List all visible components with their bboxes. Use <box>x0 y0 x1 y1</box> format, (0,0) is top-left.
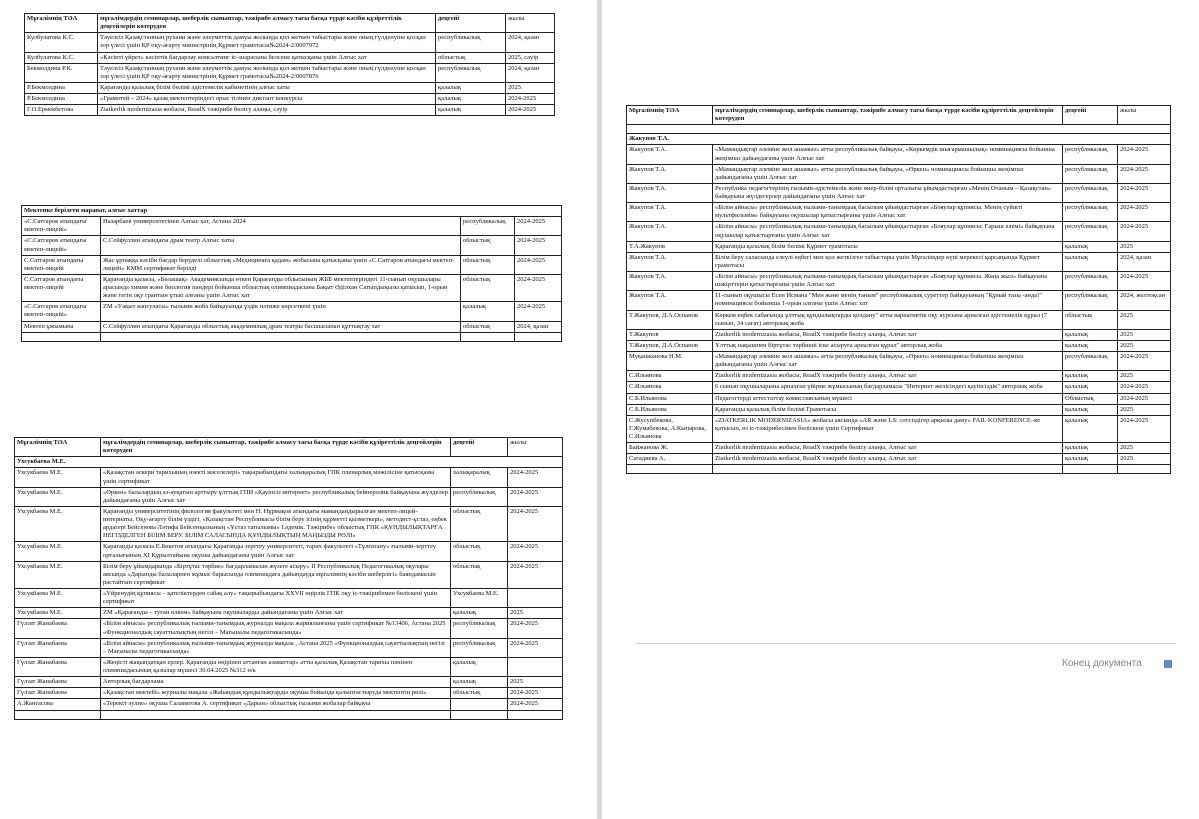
table-row <box>627 382 1171 393</box>
cell-name: Мектеп ұжымына <box>22 321 101 332</box>
table-row <box>15 468 563 487</box>
cell-activity: 11-сынып оқушысы Есен Исмана "Мен және менің таным" республикалық суреттер байқауының "Құмай тазы -анда!" номинациясы бойынша 1-орын алғаны үшін Алғыс хат <box>713 291 1063 310</box>
school-awards-table <box>21 205 562 342</box>
cell-year: 2025 <box>1118 329 1171 340</box>
col-header-activity: мұғалімдердің семинарлар, шеберлік сыныптар, тәжірибе алмасу тағы басқа түрде кәсіби құзіреттілік деңгейлерін көтеруден <box>101 438 451 457</box>
cell-year: 2024-2025 <box>515 217 562 236</box>
empty-cell <box>451 710 508 719</box>
cell-activity: «Мамандықтар әлеміне жол ашамыз» атты республикалық байқауы, «Көркемдік шығармашылық» номинациясы бойынша жеңімпаз дайындағаны үшін Алғыс хат <box>713 145 1063 164</box>
table-row <box>627 443 1171 454</box>
cell-activity: 6 сынып оқушыларына арналған үйірме жұмысының бағдарламасы "Интернет желісіндегі қауіпсіздік" авторлық жоба <box>713 382 1063 393</box>
table-row <box>15 487 563 506</box>
table-row <box>627 329 1171 340</box>
col-header-activity: мұғалімдердің семинарлар, шеберлік сыныптар, тәжірибе алмасу тағы басқа түрде кәсіби құзіреттілік деңгейлерін көтеруден <box>713 106 1063 125</box>
cell-level: республикалық <box>451 619 508 638</box>
cell-year: 2024-2025 <box>515 236 562 255</box>
col-header-name: Мұғалімнің ТӘА <box>627 106 713 125</box>
cell-name: Ухсукбаева М.Е. <box>15 589 101 608</box>
table-row <box>627 252 1171 271</box>
cell-name: Гүлзат Жанабаева <box>15 688 101 699</box>
cell-activity: Қарағанды қаласы, «Бөлашақ» Академиясында өткен Қарағанды облысының ЖББ мектептеріндегі 11-сынып оқушылары арасында химия және биология пәндері бойынша облыстық олимпиадасына Бақыт Әділхан Сатыпдықызы қатысып, 1-орын және тегін оқу грантын ұтып алғаны үшін Алғыс хат <box>101 274 461 301</box>
cell-activity: «Өркен» балалардың аз-ауқатын арттыру ұлттық ГПИ «Қауіпсіз интернет» республикалық бейнеролик байқауына жүлделер дайындағаны үшін Алғыс хат <box>101 487 451 506</box>
cell-activity: С.Сейфуллин атындағы драм театр Алғыс хаты <box>101 236 461 255</box>
table-row <box>25 63 555 82</box>
cell-name: С.Сатгаров атындағы мектеп-лицейі <box>22 255 101 274</box>
cell-year: 2024-2025 <box>515 274 562 301</box>
cell-year: 2024-2025 <box>1118 203 1171 222</box>
cell-activity: «Білім айнасы» республикалық ғылыми-танымдық журналда мақала , Астана 2025 «Функционалдық сауаттылықтың негізі – Мағыналы педагогикасында» <box>101 638 451 657</box>
cell-year: 2024-2025 <box>508 506 563 542</box>
cell-activity: «Білім айнасы» республикалық ғылыми-танымдық басылым ұйымдастырған «Бояулар құпиясы. Жаңа жыл» байқауына шәкірттерін қатыстырғаны үшін Алғыс хат <box>713 272 1063 291</box>
cell-name: Т.А.Жакупов <box>627 241 713 252</box>
cell-year: 2024-2025 <box>508 487 563 506</box>
cell-activity: Ziatkerlik modernizasia жобасы, ReadX тәжірибе бөлісу алаңы, Алғыс хат <box>713 454 1063 465</box>
cell-year: 2024-2025 <box>508 619 563 638</box>
cell-name: С.Б.Ильянова <box>627 393 713 404</box>
table-row <box>15 619 563 638</box>
school-awards-title: Мектепке берілген марапат, алғыс хаттар <box>22 206 562 217</box>
cell-activity: Авторлық бағдарлама <box>101 677 451 688</box>
teachers-table-1 <box>24 13 555 116</box>
col-header-level: деңгейі <box>451 438 508 457</box>
table-row <box>627 415 1171 442</box>
cell-year: 2025 <box>1118 241 1171 252</box>
cell-name: Кулбулатова К.С. <box>25 52 98 63</box>
cell-year: 2024-2025 <box>1118 272 1171 291</box>
cell-level: республикалық <box>436 33 506 52</box>
cell-activity: Ziatkerlik modernizasia жобасы, ReadX тәжірибе бөлісу алаңы, Алғыс хат <box>713 443 1063 454</box>
cell-activity: Ұлттық нақышпен біртұтас тәрбиені іске асыруға арналған құрал" авторлық жоба <box>713 340 1063 351</box>
cell-level: облыстық <box>461 236 515 255</box>
table-row <box>627 310 1171 329</box>
table-row <box>25 52 555 63</box>
cell-activity: Көркем еңбек сабағында ұлттық құндылықтарды қолдану" атты вариативтік оқу курсына арналған әдістемелік құрал (7 сынып, 34 сағат) авторлық жоба <box>713 310 1063 329</box>
cell-name: Т.Жакупов, Д.А.Оспанов <box>627 340 713 351</box>
cell-name: Р.Бекмолдина <box>25 82 98 93</box>
cell-level: республикалық <box>1063 183 1118 202</box>
table-row <box>627 164 1171 183</box>
cell-level: халықаралық <box>451 468 508 487</box>
cell-year: 2025 <box>508 608 563 619</box>
cell-level: республикалық <box>451 487 508 506</box>
col-header-name: Мұғалімнің ТӘА <box>25 14 98 33</box>
cell-activity: «Білім айнасы» республикалық ғылыми-танымдық журналда мақала жарияланғаны үшін сертификат №13406, Астана 2025 «Функционалдық сауаттылықтың негізі – Мағыналы педагогикасында» <box>101 619 451 638</box>
cell-name: Ухсукбаева М.Е. <box>15 487 101 506</box>
cell-year: 2024-2025 <box>1118 222 1171 241</box>
empty-row <box>15 710 563 719</box>
cell-level <box>451 699 508 710</box>
cell-level: облыстық <box>436 52 506 63</box>
cell-year <box>508 657 563 676</box>
table-row <box>627 371 1171 382</box>
cell-activity: «ZIATKERLIK MODERNIZASIA» жобасы аясында «AR және LS: сотсіздігер арқылы даму» FAIL KONFERENCE–ке қатысып, өз іс-тәжірибесімен бөліскені үшін Сертификат <box>713 415 1063 442</box>
end-of-document-rule <box>636 643 1176 644</box>
cell-name: Т.Жакупов <box>627 329 713 340</box>
table-title-row <box>22 206 562 217</box>
cell-year: 2024-2025 <box>1118 183 1171 202</box>
table-row <box>627 340 1171 351</box>
cell-activity: «Қазақстан мектебі» журналы мақала «Жаһандық құндылықтарды оқушы бойында қалыптастыруда мектептің рөлі» <box>101 688 451 699</box>
cell-name: Жакупов Т.А. <box>627 252 713 271</box>
cell-level: облыстық <box>461 321 515 332</box>
col-header-level: деңгейі <box>1063 106 1118 125</box>
cell-level: Ухсукбаева М.Е. <box>451 589 508 608</box>
cell-activity: «Грамотей – 2024» қазақ мектептеріндегі орыс тілінен диктант конкурсы <box>98 94 436 105</box>
cell-year: 2024-2025 <box>1118 382 1171 393</box>
teachers-table-3 <box>14 437 563 720</box>
table-row <box>22 302 562 321</box>
cell-activity: Назарбаев университетінен Алғыс хат, Астана 2024 <box>101 217 461 236</box>
cell-year: 2024, қазан <box>506 33 555 52</box>
section-row <box>627 134 1171 145</box>
cell-name: Т.Жакупов, Д.А.Оспанов <box>627 310 713 329</box>
empty-cell <box>101 332 461 341</box>
cell-level: қалалық <box>1063 329 1118 340</box>
table-row <box>15 561 563 588</box>
cell-level: облыстық <box>451 506 508 542</box>
cell-level: республикалық <box>451 638 508 657</box>
cell-level: қалалық <box>1063 371 1118 382</box>
cell-level: Облыстық <box>1063 393 1118 404</box>
cell-level: қалалық <box>1063 415 1118 442</box>
cell-level: облыстық <box>451 561 508 588</box>
cell-name: Гүлзат Жанабаева <box>15 638 101 657</box>
cell-activity: Жас ұрпаққа кәсіби бағдар беруделі облыстық «Медицинаға қадам» жобасына қатысқаны үшін «С.Сатгаров атындағы мектеп-лицейі» КММ сертификат берілді <box>101 255 461 274</box>
table-row <box>627 241 1171 252</box>
cell-activity: «Мамандықтар әлеміне жол ашамыз» атты республикалық байқауы, «Өркен» номинациясы бойынша жеңімпаз дайындағаны үшін Алғыс хат <box>713 164 1063 183</box>
cell-year: 2024-2025 <box>506 105 555 116</box>
cell-activity: Қарағанды қаласы Е.Бөкетов атындағы Қарағанды зерттеу университеті, тарих факультеті «Тұлғатану» ғылыми-зерттеу орталығының ХІ Құрылтайына оқушы дайындағаны үшін Алғыс хат <box>101 542 451 561</box>
cell-name: «С.Сатгаров атындағы мектеп-лицейі» <box>22 236 101 255</box>
col-header-year: жылы <box>1118 106 1171 125</box>
cell-level: облыстық <box>451 542 508 561</box>
cell-level: қалалық <box>451 608 508 619</box>
cell-year: 2024-2025 <box>508 688 563 699</box>
table-row <box>15 638 563 657</box>
cell-activity: «Мамандықтар әлеміне жол ашамыз» атты республикалық байқауы, «Өркен» номинациясы бойынша жеңімпаз дайындағаны үшін Алғыс хат <box>713 352 1063 371</box>
cell-year <box>508 589 563 608</box>
empty-cell <box>101 710 451 719</box>
cell-level: республикалық <box>461 217 515 236</box>
cell-name: Кулбулатова К.С. <box>25 33 98 52</box>
cell-activity: ZM «Қарағанды – туған өлкем» байқауына оқушыларды дайындағаны үшін Алғыс хат <box>101 608 451 619</box>
cell-level: республикалық <box>1063 145 1118 164</box>
end-of-document-label: Конец документа <box>1062 658 1142 669</box>
cell-year: 2025 <box>508 677 563 688</box>
cell-year: 2024-2025 <box>1118 164 1171 183</box>
cell-activity: С.Сейфуллин атындағы Қарағанды облыстық академиялық драм театры басшысынан құттықтау хат <box>101 321 461 332</box>
cell-name: Гүлзат Жанабаева <box>15 657 101 676</box>
table-row <box>15 688 563 699</box>
cell-activity: Республика педагогтерінің ғылыми-әдістемелік және өнер-білім орталығы ұйымдастырған «Менің Отаным – Қазақстан» байқауына жүлдегерлер дайындағаны үшін Алғыс хат <box>713 183 1063 202</box>
table-row <box>25 33 555 52</box>
cell-name: Байжанова Ж. <box>627 443 713 454</box>
cell-level: облыстық <box>461 255 515 274</box>
table-row <box>15 677 563 688</box>
empty-cell <box>508 710 563 719</box>
cell-name: Мукашканова Н.М. <box>627 352 713 371</box>
table-row <box>627 203 1171 222</box>
section-row <box>15 457 563 468</box>
table-row <box>15 506 563 542</box>
cell-name: С.Жусупбекова, Г.Жумабекова, А.Кыпарова, С.Ильянова <box>627 415 713 442</box>
cell-year: 2024-2025 <box>508 699 563 710</box>
table-row <box>627 183 1171 202</box>
table-row <box>22 217 562 236</box>
cell-level: қалалық <box>1063 454 1118 465</box>
cell-activity: Тәуелсіз Қазақстанның рухани және әлеуметтік дамуы жолында қол жеткен табыстары және оның гүлденуіне қосқан зор үлесі үшін ҚР оқу-ағарту министрінің Құрмет грамотасы№2024-2/0007876 <box>98 63 436 82</box>
cell-activity: «Білім айнасы» республикалық ғылыми-танымдық басылым ұйымдастырған «Бояулар құпиясы. Менің сүйікті мультфильмім» байқауына оқушылар қатыстырғаны үшін Алғыс хат <box>713 203 1063 222</box>
table-row <box>22 321 562 332</box>
cell-year: 2024-2025 <box>1118 352 1171 371</box>
cell-name: Г.О.Ермекбетова <box>25 105 98 116</box>
cell-activity: Қарағанды қалалық білім бөлімі Грамотасы <box>713 404 1063 415</box>
end-of-document-marker <box>1164 660 1172 668</box>
empty-cell <box>22 332 101 341</box>
empty-cell <box>627 465 713 474</box>
cell-year: 2025 <box>1118 404 1171 415</box>
cell-year: 2024-2025 <box>1118 415 1171 442</box>
table-row <box>627 393 1171 404</box>
empty-row <box>627 125 1171 134</box>
table-header-row <box>15 438 563 457</box>
cell-name: Ухсукбаева М.Е. <box>15 468 101 487</box>
empty-cell <box>461 332 515 341</box>
cell-activity: Білім беру ұйымдарында «Біртұтас тәрбие» бағдарламасын жүзеге асыру» ІІ Республикалық Педагогикалық оқулары аясында «Дарынды балаларнен жұмыс барысында олимпиадаға дайындауда мұғалімнің кәсіби шеберлігі» баяндамасын растайтын сертификат <box>101 561 451 588</box>
cell-activity: «Жеңісті жақындатқан ерлер. Қарағанды өңірінен аттанған азаматтар» атты қалалық Қазақстан тарихы пәнінен олимпиадасының қазылар мүшесі 30.04.2025 №312 н/к <box>101 657 451 676</box>
cell-name: Жакупов Т.А. <box>627 203 713 222</box>
cell-name: Жакупов Т.А. <box>627 164 713 183</box>
table-row <box>15 608 563 619</box>
empty-cell <box>713 465 1063 474</box>
cell-year: 2025 <box>1118 443 1171 454</box>
cell-activity: Педагогтерді аттестаттау комиссиясының мүшесі <box>713 393 1063 404</box>
cell-name: А.Жангасова <box>15 699 101 710</box>
cell-activity: Ziatkerlik modernizasia жобасы, ReadX тәжірибе бөлісу алаңы, Алғыс хат <box>713 329 1063 340</box>
empty-cell <box>1063 465 1118 474</box>
cell-level: қалалық <box>436 94 506 105</box>
table-row <box>22 274 562 301</box>
cell-activity: «Терекіт әулие» оқушы Салаватова А. сертификат «Дарын» облыстық ғылыми жобалар байқауы <box>101 699 451 710</box>
table-row <box>15 657 563 676</box>
table-row <box>627 272 1171 291</box>
col-header-year: жылы <box>508 438 563 457</box>
table-header-row <box>627 106 1171 125</box>
cell-level: республикалық <box>1063 291 1118 310</box>
cell-year: 2024-2025 <box>1118 393 1171 404</box>
cell-year: 2024, қазан <box>1118 252 1171 271</box>
cell-level: қалалық <box>1063 382 1118 393</box>
table-row <box>22 255 562 274</box>
cell-level: қалалық <box>1063 340 1118 351</box>
empty-row <box>627 465 1171 474</box>
cell-name: Жакупов Т.А. <box>627 272 713 291</box>
cell-activity: «Кәсіпті үйрет» кәсіптік бағдарлау комсалтинг іс–шарасына белсене қатысқаны үшін Алғыс хат <box>98 52 436 63</box>
cell-year: 2024, қазан <box>506 63 555 82</box>
cell-activity: «Үйренудің құпиясы – қателіктерден сабақ алу» тақырыбындағы XXVII өңірлік ГПК оқу іс-тәжірибемен бөліскені үшін сертификат <box>101 589 451 608</box>
empty-cell <box>1118 465 1171 474</box>
table-row <box>627 352 1171 371</box>
table-row <box>15 589 563 608</box>
cell-year: 2025 <box>506 82 555 93</box>
empty-cell <box>15 710 101 719</box>
table-row <box>25 94 555 105</box>
cell-level: қалалық <box>436 105 506 116</box>
document-page-left <box>0 0 597 819</box>
cell-activity: Қарағанды қалалық білім бөлімі әдістемелік кабинетінің алғыс хаты <box>98 82 436 93</box>
cell-year: 2024-2025 <box>508 468 563 487</box>
cell-year: 2025, сәуір <box>506 52 555 63</box>
cell-level: қалалық <box>1063 241 1118 252</box>
cell-name: Жакупов Т.А. <box>627 145 713 164</box>
cell-activity: Ziatkerlik modernizasia жобасы, ReadX тәжірибе бөлісу алаңы, сәуір <box>98 105 436 116</box>
section-title: Жакупов Т.А. <box>627 134 1171 145</box>
table-row <box>15 542 563 561</box>
cell-level: республикалық <box>436 63 506 82</box>
cell-name: Р.Бекмолдина <box>25 94 98 105</box>
empty-row <box>22 332 562 341</box>
cell-activity: ZM «Уақыт капсуласы» ғылыми жоба байқауында үздік нәтиже көрсеткені үшін <box>101 302 461 321</box>
cell-activity: Қарағанды университетінің филология факультеті мен Н. Нұрмақов атындағы мамандандырылған мектеп-лицей-интернаты. Оқу-ағарту білім үздігі, «Қазақстан Республикасы білім беру ісінің құрметті қызметкері», методист-ұстаз, еңбек ардагері Бейсенова Ләтифа Бейсенқызының «Ұстаз тағылымы» І.әдемік. Тәжірибе» облыстық ГПК «ҚҰНДЫЛЫҚТАРҒА НЕГІЗДЕЛГЕН БІЛІМ БЕРУ. БІЛІМ САЛАСЫНДА ҚҰНДЫЛЫҚТЫҢ МАҢЫЗДЫ РӨЛІ» <box>101 506 451 542</box>
col-header-year: жылы <box>506 14 555 33</box>
table-row <box>15 699 563 710</box>
cell-activity: Қарағанды қалалық білім бөлімі Құрмет грамотасы <box>713 241 1063 252</box>
cell-level: республикалық <box>1063 164 1118 183</box>
cell-year: 2024, қазан <box>515 321 562 332</box>
cell-level: республикалық <box>1063 222 1118 241</box>
cell-level: республикалық <box>1063 272 1118 291</box>
cell-level: қалалық <box>451 677 508 688</box>
cell-year: 2024, желтоқсан <box>1118 291 1171 310</box>
cell-year: 2024-2025 <box>506 94 555 105</box>
cell-level: облыстық <box>1063 310 1118 329</box>
cell-name: С.Сатгаров атындағы мектеп-лицейі <box>22 274 101 301</box>
cell-year: 2024-2025 <box>515 255 562 274</box>
cell-level: республикалық <box>1063 203 1118 222</box>
cell-name: Ухсукбаева М.Е. <box>15 506 101 542</box>
cell-name: Ухсукбаева М.Е. <box>15 561 101 588</box>
table-row <box>25 105 555 116</box>
cell-level: қалалық <box>451 657 508 676</box>
cell-year: 2024-2025 <box>508 638 563 657</box>
cell-name: С.Б.Ильянова <box>627 404 713 415</box>
cell-level: қалалық <box>1063 443 1118 454</box>
cell-year: 2025 <box>1118 340 1171 351</box>
cell-name: С.Ильянова <box>627 382 713 393</box>
cell-activity: Ziatkerlik modernizasia жобасы, ReadX тәжірибе бөлісу алаңы, Алғыс хат <box>713 371 1063 382</box>
cell-name: Гүлзат Жанабаева <box>15 677 101 688</box>
cell-name: Жакупов Т.А. <box>627 291 713 310</box>
cell-level: қалалық <box>1063 252 1118 271</box>
table-row <box>627 145 1171 164</box>
cell-activity: Тәуелсіз Қазақстанның рухани және әлеуметтік дамуы жолында қол жеткен табыстары және оның гүлденуіне қосқан зор үлесі үшін ҚР оқу-ағарту министрінің Құрмет грамотасы№2024-2/0007972 <box>98 33 436 52</box>
cell-name: Жакупов Т.А. <box>627 183 713 202</box>
empty-cell <box>515 332 562 341</box>
cell-level: қалалық <box>436 82 506 93</box>
cell-level: қалалық <box>461 302 515 321</box>
table-row <box>627 291 1171 310</box>
cell-year: 2024-2025 <box>515 302 562 321</box>
table-row <box>25 82 555 93</box>
cell-level: облыстық <box>461 274 515 301</box>
table-header-row <box>25 14 555 33</box>
col-header-name: Мұғалімнің ТӘА <box>15 438 101 457</box>
cell-year: 2025 <box>1118 371 1171 382</box>
col-header-level: деңгейі <box>436 14 506 33</box>
cell-name: Ухсукбаева М.Е. <box>15 542 101 561</box>
col-header-activity: мұғалімдердің семинарлар, шеберлік сыныптар, тәжірибе алмасу тағы басқа түрде кәсіби құзіреттілік деңгейлерін көтеруден <box>98 14 436 33</box>
table-row <box>627 404 1171 415</box>
table-row <box>627 222 1171 241</box>
cell-name: Сагадиева А. <box>627 454 713 465</box>
cell-name: Бекмолдина Р.К. <box>25 63 98 82</box>
cell-name: «С.Сатгаров атындағы мектеп-лицейі» <box>22 302 101 321</box>
table-row <box>627 454 1171 465</box>
cell-name: С.Ильянова <box>627 371 713 382</box>
teachers-table-4 <box>626 105 1171 474</box>
cell-level: республикалық <box>1063 352 1118 371</box>
cell-activity: «Қазақстан әскери тарихының өзекті мәселелері» тақырыбындағы халықаралық ГПК пленарлық мәжілісіне қатысқаны үшін сертификат <box>101 468 451 487</box>
cell-year: 2024-2025 <box>1118 145 1171 164</box>
cell-level: облыстық <box>451 688 508 699</box>
document-page-right <box>602 0 1199 819</box>
table-row <box>22 236 562 255</box>
cell-name: Жакупов Т.А. <box>627 222 713 241</box>
cell-year: 2024-2025 <box>508 561 563 588</box>
cell-activity: Білім беру саласында елеулі еңбегі мен қол жеткізген табыстары үшін Мұғалімдер күні мерекесі қарсаңында Құрмет грамотасы <box>713 252 1063 271</box>
section-title: Ухсукбаева М.Е. <box>15 457 563 468</box>
cell-year: 2024-2025 <box>508 542 563 561</box>
cell-level: қалалық <box>1063 404 1118 415</box>
cell-name: Ухсукбаева М.Е. <box>15 608 101 619</box>
cell-year: 2025 <box>1118 454 1171 465</box>
cell-name: Гүлзат Жанабаева <box>15 619 101 638</box>
cell-year: 2025 <box>1118 310 1171 329</box>
cell-activity: «Білім айнасы» республикалық ғылыми-танымдық басылым ұйымдастырған «Бояулар құпиясы: Ғарыш әлемі» байқауына оқушылар қатыстырғаны үшін Алғыс хат <box>713 222 1063 241</box>
cell-name: «С.Сатгаров атындағы мектеп-лицейі» <box>22 217 101 236</box>
